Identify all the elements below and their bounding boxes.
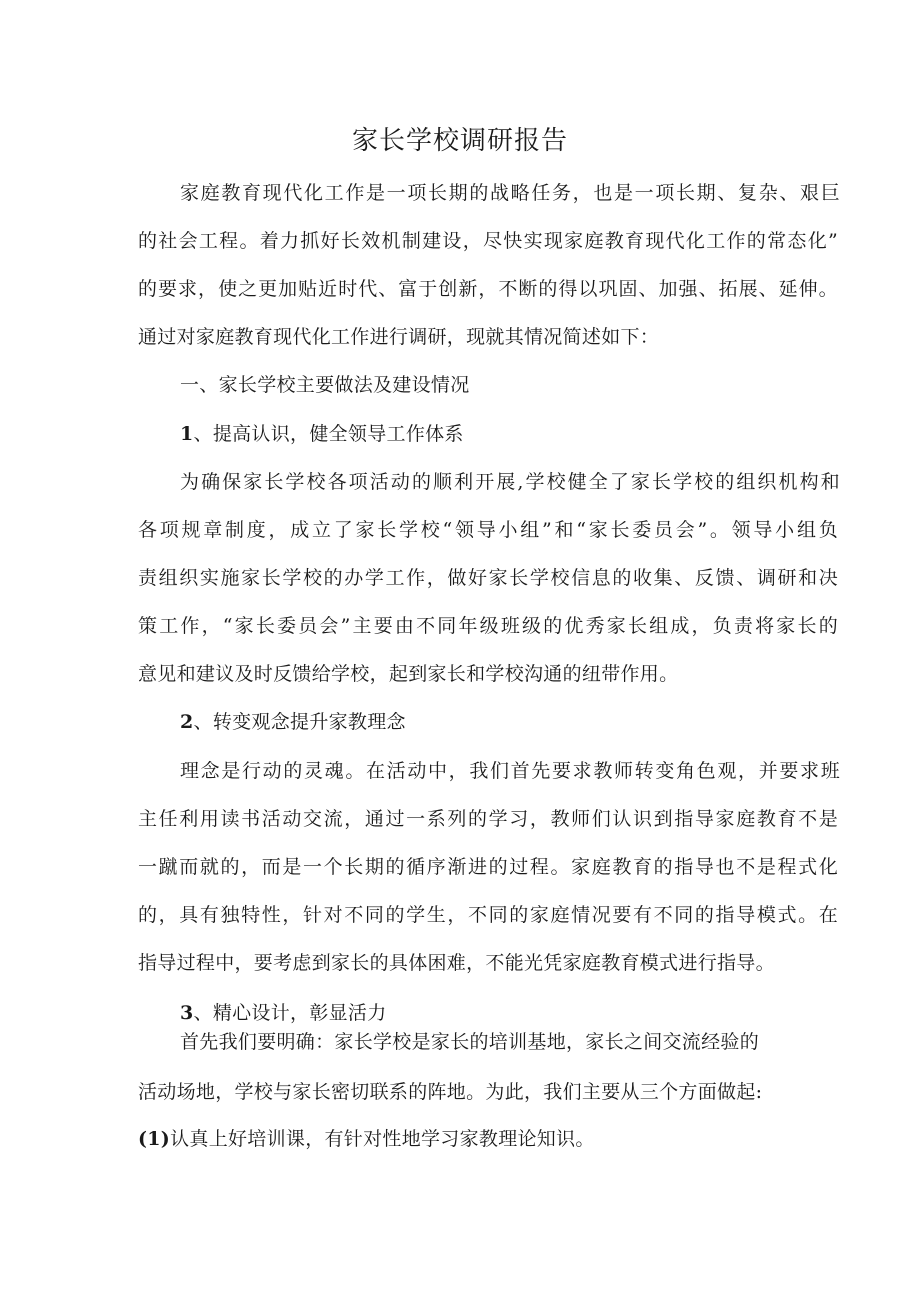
document-title: 家长学校调研报告 [351,126,568,156]
para2-line-2: 主任利用读书活动交流，通过一系列的学习，教师们认识到指导家庭教育不是 [138,808,838,830]
intro-line-4: 通过对家庭教育现代化工作进行调研，现就其情况简述如下： [138,326,660,348]
subheading-3-number: 3 [180,1002,194,1024]
para3-line-2: 活动场地，学校与家长密切联系的阵地。为此，我们主要从三个方面做起: [138,1081,763,1103]
list-item-1-text: 认真上好培训课，有针对性地学习家教理论知识。 [170,1128,595,1150]
intro-line-3: 的要求，使之更加贴近时代、富于创新，不断的得以巩固、加强、拓展、延伸。 [138,278,838,300]
para1-line-4: 策工作，“家长委员会”主要由不同年级班级的优秀家长组成，负责将家长的 [138,615,838,637]
subheading-3-text: 、精心设计，彰显活力 [193,1002,387,1024]
list-item-1-number: (1) [138,1128,171,1150]
intro-line-1: 家庭教育现代化工作是一项长期的战略任务，也是一项长期、复杂、艰巨 [180,182,840,204]
subheading-2-number: 2 [180,711,194,733]
para1-line-5: 意见和建议及时反馈给学校，起到家长和学校沟通的纽带作用。 [138,663,679,685]
para1-line-2: 各项规章制度，成立了家长学校“领导小组”和“家长委员会”。领导小组负 [138,519,838,541]
para2-line-1: 理念是行动的灵魂。在活动中，我们首先要求教师转变角色观，并要求班 [180,760,840,782]
para1-line-1: 为确保家长学校各项活动的顺利开展,学校健全了家长学校的组织机构和 [180,471,840,493]
subheading-1-number: 1 [180,423,194,445]
subheading-3 [180,998,840,1025]
para1-line-3: 责组织实施家长学校的办学工作，做好家长学校信息的收集、反馈、调研和决 [138,567,838,589]
para2-line-3: 一蹴而就的，而是一个长期的循序渐进的过程。家庭教育的指导也不是程式化 [138,856,838,878]
para2-line-5: 指导过程中，要考虑到家长的具体困难，不能光凭家庭教育模式进行指导。 [138,952,775,974]
para2-line-4: 的，具有独特性，针对不同的学生，不同的家庭情况要有不同的指导模式。在 [138,904,838,926]
subheading-2 [180,707,840,734]
subheading-2-text: 、转变观念提升家教理念 [193,711,406,733]
intro-line-2: 的社会工程。着力抓好长效机制建设，尽快实现家庭教育现代化工作的常态化” [138,230,838,252]
list-item-1 [138,1124,838,1151]
subheading-1-text: 、提高认识，健全领导工作体系 [193,423,464,445]
section1-heading: 一、家长学校主要做法及建设情况 [180,374,470,396]
para3-line-1: 首先我们要明确：家长学校是家长的培训基地，家长之间交流经验的 [180,1031,760,1053]
subheading-1 [180,419,840,446]
